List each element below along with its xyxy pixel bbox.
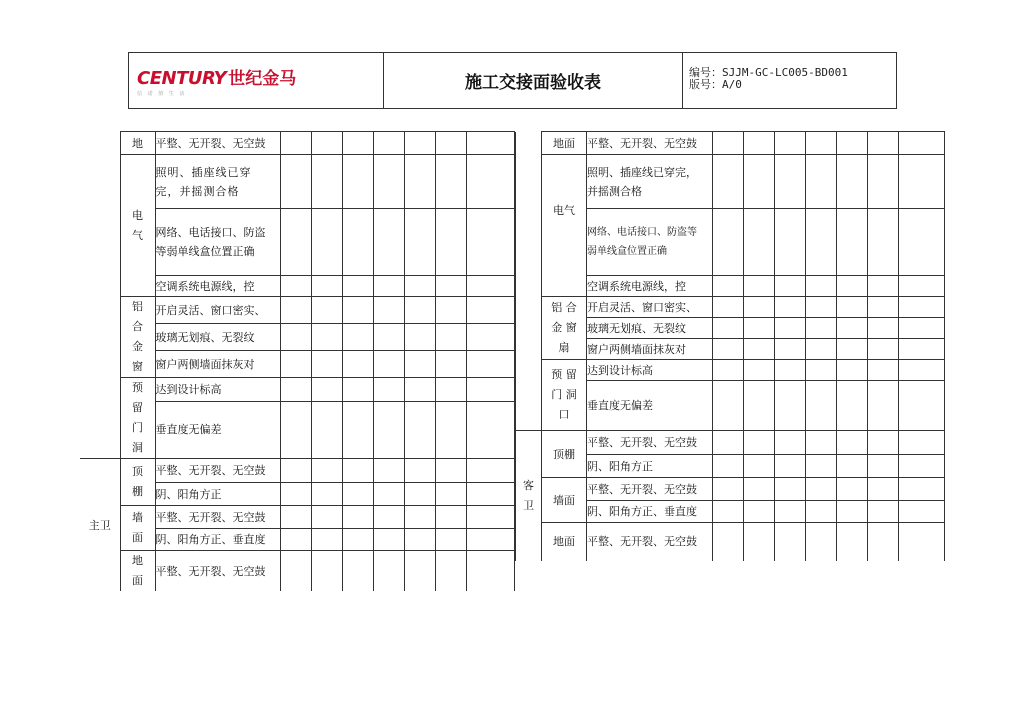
check-cell[interactable] bbox=[342, 378, 373, 402]
check-cell[interactable] bbox=[806, 318, 837, 339]
check-cell[interactable] bbox=[775, 318, 806, 339]
check-cell[interactable] bbox=[868, 523, 899, 561]
check-cell[interactable] bbox=[868, 431, 899, 455]
check-cell[interactable] bbox=[837, 455, 868, 478]
check-cell[interactable] bbox=[280, 324, 311, 351]
check-cell[interactable] bbox=[466, 378, 514, 402]
check-cell[interactable] bbox=[311, 506, 342, 529]
check-cell[interactable] bbox=[744, 455, 775, 478]
check-cell[interactable] bbox=[744, 478, 775, 501]
check-cell[interactable] bbox=[775, 455, 806, 478]
check-cell[interactable] bbox=[373, 483, 404, 506]
check-cell[interactable] bbox=[280, 378, 311, 402]
inspection-item: 阴、阳角方正 bbox=[587, 455, 713, 478]
check-cell[interactable] bbox=[435, 297, 466, 324]
table-row bbox=[80, 551, 514, 592]
check-cell[interactable] bbox=[868, 339, 899, 360]
check-cell[interactable] bbox=[775, 155, 806, 209]
check-cell[interactable] bbox=[404, 506, 435, 529]
check-cell[interactable] bbox=[868, 155, 899, 209]
check-cell[interactable] bbox=[404, 401, 435, 458]
check-cell[interactable] bbox=[775, 276, 806, 297]
document-meta bbox=[683, 53, 896, 108]
logo-tagline: 信 诺 值 生 活 bbox=[137, 91, 187, 97]
inspection-item: 平整、无开裂、无空鼓 bbox=[155, 551, 280, 592]
check-cell[interactable] bbox=[744, 431, 775, 455]
check-cell[interactable] bbox=[744, 339, 775, 360]
check-cell[interactable] bbox=[899, 297, 945, 318]
check-cell[interactable] bbox=[435, 529, 466, 551]
check-cell[interactable] bbox=[311, 297, 342, 324]
check-cell[interactable] bbox=[744, 360, 775, 381]
check-cell[interactable] bbox=[466, 506, 514, 529]
check-cell[interactable] bbox=[868, 455, 899, 478]
check-cell[interactable] bbox=[342, 132, 373, 155]
table-row bbox=[516, 155, 945, 209]
check-cell[interactable] bbox=[868, 381, 899, 431]
check-cell[interactable] bbox=[868, 132, 899, 155]
check-cell[interactable] bbox=[280, 506, 311, 529]
check-cell[interactable] bbox=[837, 276, 868, 297]
check-cell[interactable] bbox=[837, 132, 868, 155]
inspection-item: 网络、电话接口、防盗等 弱单线盒位置正确 bbox=[587, 209, 713, 276]
check-cell[interactable] bbox=[837, 339, 868, 360]
inspection-item: 空调系统电源线，控 bbox=[155, 276, 280, 297]
subcategory-cell: 墙面 bbox=[542, 478, 587, 523]
check-cell[interactable] bbox=[280, 209, 311, 276]
inspection-item: 照明、插座线已穿 完，并摇测合格 bbox=[155, 155, 280, 209]
inspection-item: 平整、无开裂、无空鼓 bbox=[155, 459, 280, 483]
inspection-item: 平整、无开裂、无空鼓 bbox=[587, 523, 713, 561]
check-cell[interactable] bbox=[868, 297, 899, 318]
check-cell[interactable] bbox=[435, 351, 466, 378]
check-cell[interactable] bbox=[899, 523, 945, 561]
check-cell[interactable] bbox=[837, 431, 868, 455]
check-cell[interactable] bbox=[373, 209, 404, 276]
check-cell[interactable] bbox=[868, 501, 899, 523]
check-cell[interactable] bbox=[775, 381, 806, 431]
check-cell[interactable] bbox=[280, 529, 311, 551]
check-cell[interactable] bbox=[342, 401, 373, 458]
area-cell bbox=[516, 132, 542, 431]
area-label: 主卫 bbox=[80, 459, 120, 592]
check-cell[interactable] bbox=[342, 529, 373, 551]
logo-chinese: 世纪金马 bbox=[228, 69, 297, 89]
inspection-item: 开启灵活、窗口密实、 bbox=[155, 297, 280, 324]
check-cell[interactable] bbox=[311, 351, 342, 378]
check-cell[interactable] bbox=[373, 529, 404, 551]
check-cell[interactable] bbox=[713, 318, 744, 339]
check-cell[interactable] bbox=[466, 276, 514, 297]
check-cell[interactable] bbox=[868, 360, 899, 381]
check-cell[interactable] bbox=[837, 318, 868, 339]
check-cell[interactable] bbox=[342, 551, 373, 592]
check-cell[interactable] bbox=[280, 276, 311, 297]
table-row bbox=[516, 132, 945, 155]
check-cell[interactable] bbox=[744, 276, 775, 297]
check-cell[interactable] bbox=[342, 351, 373, 378]
check-cell[interactable] bbox=[775, 360, 806, 381]
check-cell[interactable] bbox=[342, 459, 373, 483]
subcategory-cell: 墙 面 bbox=[120, 506, 155, 551]
area-cell bbox=[80, 132, 120, 459]
check-cell[interactable] bbox=[280, 297, 311, 324]
inspection-item: 窗户两侧墙面抹灰对 bbox=[155, 351, 280, 378]
inspection-item: 照明、插座线已穿完， 并摇测合格 bbox=[587, 155, 713, 209]
table-row bbox=[516, 478, 945, 501]
check-cell[interactable] bbox=[806, 209, 837, 276]
check-cell[interactable] bbox=[775, 209, 806, 276]
check-cell[interactable] bbox=[280, 401, 311, 458]
document-version: 版号：A/0 bbox=[689, 78, 742, 91]
check-cell[interactable] bbox=[713, 339, 744, 360]
check-cell[interactable] bbox=[775, 501, 806, 523]
check-cell[interactable] bbox=[899, 318, 945, 339]
check-cell[interactable] bbox=[404, 378, 435, 402]
check-cell[interactable] bbox=[404, 551, 435, 592]
document-header bbox=[128, 52, 897, 109]
check-cell[interactable] bbox=[466, 529, 514, 551]
check-cell[interactable] bbox=[744, 132, 775, 155]
check-cell[interactable] bbox=[837, 381, 868, 431]
check-cell[interactable] bbox=[806, 360, 837, 381]
inspection-item: 平整、无开裂、无空鼓 bbox=[155, 506, 280, 529]
check-cell[interactable] bbox=[404, 209, 435, 276]
check-cell[interactable] bbox=[311, 132, 342, 155]
check-cell[interactable] bbox=[713, 381, 744, 431]
check-cell[interactable] bbox=[899, 360, 945, 381]
check-cell[interactable] bbox=[373, 401, 404, 458]
inspection-item: 阴、阳角方正、垂直度 bbox=[155, 529, 280, 551]
inspection-item: 垂直度无偏差 bbox=[155, 401, 280, 458]
check-cell[interactable] bbox=[373, 324, 404, 351]
check-cell[interactable] bbox=[713, 155, 744, 209]
check-cell[interactable] bbox=[713, 523, 744, 561]
check-cell[interactable] bbox=[806, 297, 837, 318]
subcategory-cell: 地面 bbox=[542, 132, 587, 155]
check-cell[interactable] bbox=[899, 455, 945, 478]
subcategory-cell: 地 面 bbox=[120, 551, 155, 592]
check-cell[interactable] bbox=[775, 478, 806, 501]
inspection-item: 阴、阳角方正、垂直度 bbox=[587, 501, 713, 523]
check-cell[interactable] bbox=[466, 324, 514, 351]
check-cell[interactable] bbox=[744, 318, 775, 339]
subcategory-cell: 电 气 bbox=[120, 155, 155, 297]
check-cell[interactable] bbox=[806, 132, 837, 155]
check-cell[interactable] bbox=[806, 431, 837, 455]
inspection-item: 开启灵活、窗口密实、 bbox=[587, 297, 713, 318]
check-cell[interactable] bbox=[404, 132, 435, 155]
subcategory-cell: 铝 合 金 窗 扇 bbox=[542, 297, 587, 360]
inspection-item: 平整、无开裂、无空鼓 bbox=[587, 132, 713, 155]
check-cell[interactable] bbox=[744, 209, 775, 276]
check-cell[interactable] bbox=[868, 276, 899, 297]
check-cell[interactable] bbox=[404, 276, 435, 297]
inspection-item: 达到设计标高 bbox=[155, 378, 280, 402]
check-cell[interactable] bbox=[466, 401, 514, 458]
check-cell[interactable] bbox=[806, 339, 837, 360]
table-row bbox=[80, 155, 514, 209]
check-cell[interactable] bbox=[280, 459, 311, 483]
document-code: 编号：SJJM-GC-LC005-BD001 bbox=[689, 66, 848, 79]
check-cell[interactable] bbox=[404, 324, 435, 351]
table-row bbox=[80, 297, 514, 324]
check-cell[interactable] bbox=[466, 459, 514, 483]
check-cell[interactable] bbox=[466, 483, 514, 506]
inspection-item: 平整、无开裂、无空鼓 bbox=[155, 132, 280, 155]
check-cell[interactable] bbox=[373, 506, 404, 529]
check-cell[interactable] bbox=[713, 209, 744, 276]
check-cell[interactable] bbox=[899, 209, 945, 276]
check-cell[interactable] bbox=[311, 401, 342, 458]
check-cell[interactable] bbox=[868, 318, 899, 339]
check-cell[interactable] bbox=[435, 483, 466, 506]
subcategory-cell: 地 bbox=[120, 132, 155, 155]
check-cell[interactable] bbox=[435, 132, 466, 155]
check-cell[interactable] bbox=[435, 155, 466, 209]
right-inspection-table bbox=[515, 131, 945, 561]
check-cell[interactable] bbox=[466, 209, 514, 276]
check-cell[interactable] bbox=[373, 351, 404, 378]
table-row bbox=[80, 132, 514, 155]
check-cell[interactable] bbox=[404, 483, 435, 506]
check-cell[interactable] bbox=[435, 209, 466, 276]
check-cell[interactable] bbox=[435, 506, 466, 529]
table-row bbox=[516, 523, 945, 561]
subcategory-cell: 地面 bbox=[542, 523, 587, 561]
check-cell[interactable] bbox=[404, 529, 435, 551]
subcategory-cell: 顶 棚 bbox=[120, 459, 155, 506]
check-cell[interactable] bbox=[435, 401, 466, 458]
area-label: 客 卫 bbox=[516, 431, 542, 561]
check-cell[interactable] bbox=[342, 209, 373, 276]
logo-latin: CENTURY bbox=[137, 68, 227, 89]
check-cell[interactable] bbox=[466, 155, 514, 209]
check-cell[interactable] bbox=[342, 506, 373, 529]
check-cell[interactable] bbox=[466, 297, 514, 324]
check-cell[interactable] bbox=[342, 276, 373, 297]
check-cell[interactable] bbox=[899, 501, 945, 523]
check-cell[interactable] bbox=[373, 551, 404, 592]
check-cell[interactable] bbox=[373, 276, 404, 297]
check-cell[interactable] bbox=[806, 455, 837, 478]
check-cell[interactable] bbox=[342, 324, 373, 351]
check-cell[interactable] bbox=[373, 297, 404, 324]
check-cell[interactable] bbox=[404, 351, 435, 378]
check-cell[interactable] bbox=[280, 155, 311, 209]
company-logo bbox=[129, 53, 384, 108]
check-cell[interactable] bbox=[744, 297, 775, 318]
check-cell[interactable] bbox=[713, 132, 744, 155]
check-cell[interactable] bbox=[435, 551, 466, 592]
check-cell[interactable] bbox=[404, 155, 435, 209]
check-cell[interactable] bbox=[837, 360, 868, 381]
check-cell[interactable] bbox=[744, 501, 775, 523]
table-row bbox=[80, 378, 514, 402]
check-cell[interactable] bbox=[713, 501, 744, 523]
subcategory-cell: 顶棚 bbox=[542, 431, 587, 478]
check-cell[interactable] bbox=[713, 360, 744, 381]
check-cell[interactable] bbox=[744, 155, 775, 209]
table-row bbox=[80, 459, 514, 483]
inspection-item: 平整、无开裂、无空鼓 bbox=[587, 478, 713, 501]
check-cell[interactable] bbox=[435, 378, 466, 402]
check-cell[interactable] bbox=[775, 523, 806, 561]
check-cell[interactable] bbox=[775, 297, 806, 318]
check-cell[interactable] bbox=[713, 431, 744, 455]
check-cell[interactable] bbox=[806, 501, 837, 523]
check-cell[interactable] bbox=[806, 381, 837, 431]
check-cell[interactable] bbox=[837, 478, 868, 501]
check-cell[interactable] bbox=[713, 455, 744, 478]
check-cell[interactable] bbox=[899, 431, 945, 455]
check-cell[interactable] bbox=[775, 132, 806, 155]
table-row bbox=[516, 360, 945, 381]
check-cell[interactable] bbox=[806, 478, 837, 501]
check-cell[interactable] bbox=[311, 378, 342, 402]
check-cell[interactable] bbox=[899, 132, 945, 155]
inspection-item: 玻璃无划痕、无裂纹 bbox=[155, 324, 280, 351]
inspection-item: 垂直度无偏差 bbox=[587, 381, 713, 431]
check-cell[interactable] bbox=[311, 155, 342, 209]
check-cell[interactable] bbox=[311, 276, 342, 297]
check-cell[interactable] bbox=[404, 459, 435, 483]
check-cell[interactable] bbox=[713, 297, 744, 318]
check-cell[interactable] bbox=[373, 155, 404, 209]
check-cell[interactable] bbox=[466, 351, 514, 378]
check-cell[interactable] bbox=[311, 209, 342, 276]
check-cell[interactable] bbox=[899, 478, 945, 501]
check-cell[interactable] bbox=[713, 276, 744, 297]
table-row bbox=[516, 297, 945, 318]
check-cell[interactable] bbox=[311, 459, 342, 483]
check-cell[interactable] bbox=[280, 351, 311, 378]
check-cell[interactable] bbox=[837, 209, 868, 276]
table-row bbox=[80, 506, 514, 529]
check-cell[interactable] bbox=[466, 551, 514, 592]
check-cell[interactable] bbox=[280, 132, 311, 155]
inspection-item: 平整、无开裂、无空鼓 bbox=[587, 431, 713, 455]
check-cell[interactable] bbox=[373, 459, 404, 483]
check-cell[interactable] bbox=[435, 324, 466, 351]
check-cell[interactable] bbox=[899, 381, 945, 431]
check-cell[interactable] bbox=[744, 381, 775, 431]
check-cell[interactable] bbox=[775, 339, 806, 360]
check-cell[interactable] bbox=[342, 297, 373, 324]
check-cell[interactable] bbox=[899, 155, 945, 209]
subcategory-cell: 预 留 门 洞 bbox=[120, 378, 155, 459]
check-cell[interactable] bbox=[837, 155, 868, 209]
check-cell[interactable] bbox=[806, 276, 837, 297]
check-cell[interactable] bbox=[311, 551, 342, 592]
subcategory-cell: 预 留 门 洞 口 bbox=[542, 360, 587, 431]
check-cell[interactable] bbox=[280, 483, 311, 506]
check-cell[interactable] bbox=[868, 209, 899, 276]
inspection-item: 窗户两侧墙面抹灰对 bbox=[587, 339, 713, 360]
check-cell[interactable] bbox=[373, 378, 404, 402]
check-cell[interactable] bbox=[435, 276, 466, 297]
check-cell[interactable] bbox=[837, 523, 868, 561]
check-cell[interactable] bbox=[342, 483, 373, 506]
check-cell[interactable] bbox=[806, 155, 837, 209]
check-cell[interactable] bbox=[435, 459, 466, 483]
check-cell[interactable] bbox=[868, 478, 899, 501]
check-cell[interactable] bbox=[373, 132, 404, 155]
check-cell[interactable] bbox=[744, 523, 775, 561]
inspection-item: 玻璃无划痕、无裂纹 bbox=[587, 318, 713, 339]
subcategory-cell: 铝 合 金 窗 bbox=[120, 297, 155, 378]
check-cell[interactable] bbox=[342, 155, 373, 209]
document-title: 施工交接面验收表 bbox=[384, 53, 683, 108]
inspection-item: 空调系统电源线，控 bbox=[587, 276, 713, 297]
check-cell[interactable] bbox=[899, 339, 945, 360]
inspection-item: 达到设计标高 bbox=[587, 360, 713, 381]
check-cell[interactable] bbox=[899, 276, 945, 297]
inspection-item: 阴、阳角方正 bbox=[155, 483, 280, 506]
check-cell[interactable] bbox=[311, 529, 342, 551]
check-cell[interactable] bbox=[311, 483, 342, 506]
table-row bbox=[516, 431, 945, 455]
check-cell[interactable] bbox=[311, 324, 342, 351]
check-cell[interactable] bbox=[837, 297, 868, 318]
subcategory-cell: 电气 bbox=[542, 155, 587, 297]
inspection-item: 网络、电话接口、防盗 等弱单线盒位置正确 bbox=[155, 209, 280, 276]
check-cell[interactable] bbox=[404, 297, 435, 324]
check-cell[interactable] bbox=[837, 501, 868, 523]
check-cell[interactable] bbox=[775, 431, 806, 455]
check-cell[interactable] bbox=[466, 132, 514, 155]
left-inspection-table bbox=[80, 131, 515, 591]
check-cell[interactable] bbox=[280, 551, 311, 592]
check-cell[interactable] bbox=[806, 523, 837, 561]
check-cell[interactable] bbox=[713, 478, 744, 501]
